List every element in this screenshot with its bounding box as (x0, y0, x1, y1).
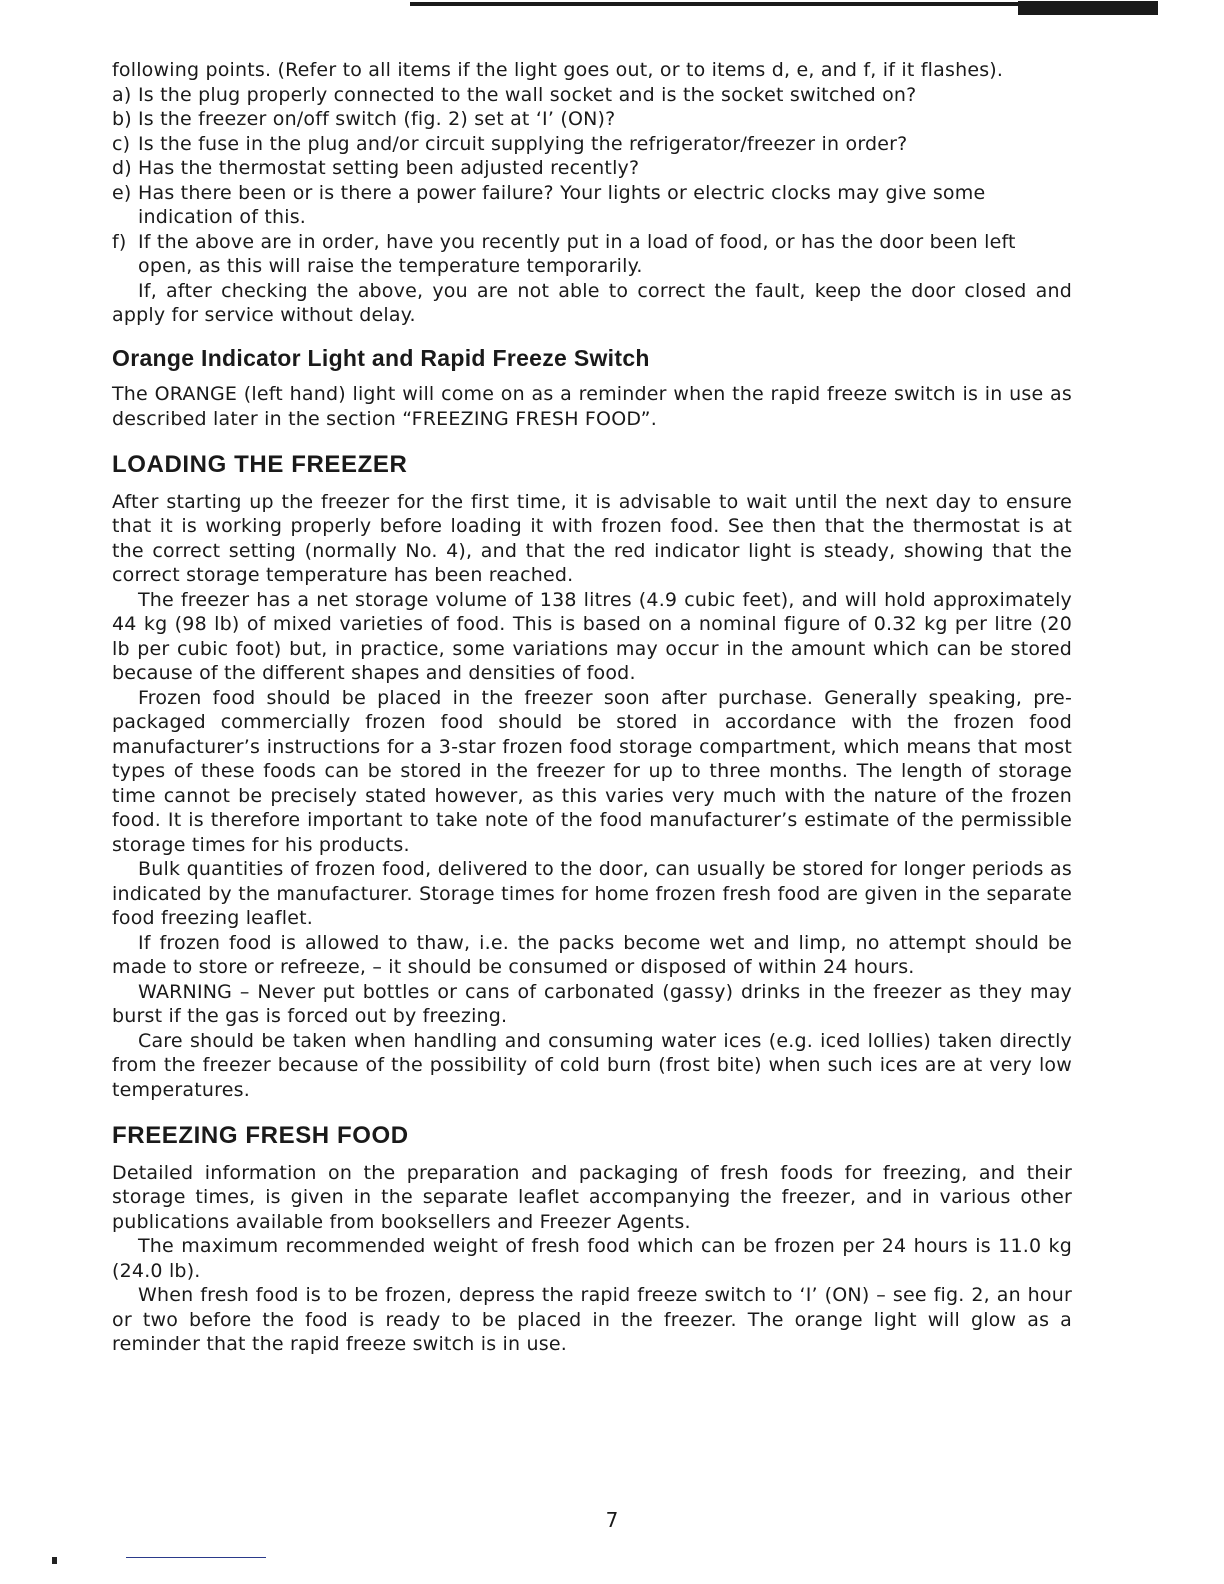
list-item (112, 181, 1072, 230)
paragraph: Bulk quantities of frozen food, delivered to the door, can usually be stored for longer periods as indicated by the manufacturer. Storage times for home frozen fresh food are given in the separate food freezing leaflet. (112, 858, 1072, 929)
top-rule (410, 2, 1158, 6)
list-item (112, 132, 1072, 157)
bottom-rule (126, 1557, 266, 1558)
list-item-label: a) (112, 83, 132, 106)
intro-text: following points. (Refer to all items if the light goes out, or to items d, e, and f, if it flashes). (112, 59, 1004, 81)
orange-indicator-heading: Orange Indicator Light and Rapid Freeze Switch (112, 344, 650, 371)
list-item (112, 156, 1072, 181)
list-item-label: e) (112, 181, 132, 204)
freezing-fresh-food-heading: FREEZING FRESH FOOD (112, 1122, 409, 1149)
paragraph: The freezer has a net storage volume of 138 litres (4.9 cubic feet), and will hold approximately 44 kg (98 lb) of mixed varieties of food. This is based on a nominal figure of 0.32 kg per litre (20 lb per cubic foot) but, in practice, some variations may occur in the amount which can be stored because of the different shapes and densities of food. (112, 588, 1072, 684)
document-page (112, 58, 1072, 1357)
paragraph: Detailed information on the preparation and packaging of fresh foods for freezing, and their storage times, is given in the separate leaflet accompanying the freezer, and in various other publications available from booksellers and Freezer Agents. (112, 1161, 1072, 1233)
list-item-text: Is the fuse in the plug and/or circuit supplying the refrigerator/freezer in order? (138, 132, 908, 155)
troubleshooting-checklist (112, 83, 1072, 328)
list-item-text: Has the thermostat setting been adjusted recently? (138, 157, 640, 179)
list-item-label: d) (112, 157, 132, 179)
warning-paragraph: WARNING – Never put bottles or cans of carbonated (gassy) drinks in the freezer as they may burst if the gas is forced out by freezing. (112, 980, 1072, 1027)
list-item-label: c) (112, 132, 131, 155)
paragraph: When fresh food is to be frozen, depress the rapid freeze switch to ‘I’ (ON) – see fig. 2, an hour or two before the food is ready to be placed in the freezer. The orange light will glow as a reminder that the rapid freeze switch is in use. (112, 1284, 1072, 1355)
list-item-text: Has there been or is there a power failure? Your lights or electric clocks may give some indication of this. (138, 181, 986, 228)
list-item (112, 107, 1072, 132)
scan-mark (52, 1557, 57, 1564)
list-item (112, 230, 1072, 279)
list-item-label: f) (112, 230, 127, 253)
list-item-text: Is the plug properly connected to the wall socket and is the socket switched on? (138, 83, 917, 106)
paragraph: If frozen food is allowed to thaw, i.e. the packs become wet and limp, no attempt should be made to store or refreeze, – it should be consumed or disposed of within 24 hours. (112, 931, 1072, 978)
paragraph: Frozen food should be placed in the freezer soon after purchase. Generally speaking, pre-packaged commercially frozen food should be stored in accordance with the frozen food manufacturer’s instructions for a 3-star frozen food storage compartment, which means that most types of these foods can be stored in the freezer for up to three months. The length of storage time cannot be precisely stated however, as this varies very much with the nature of the frozen food. It is therefore important to take note of the food manufacturer’s estimate of the permissible storage times for his products. (112, 686, 1072, 856)
paragraph: The ORANGE (left hand) light will come on as a reminder when the rapid freeze switch is in use as described later in the section “FREEZING FRESH FOOD”. (112, 383, 1072, 430)
top-rule-end (1018, 1, 1158, 15)
checklist-closing: If, after checking the above, you are not able to correct the fault, keep the door closed and apply for service without delay. (112, 279, 1072, 326)
list-item-label: b) (112, 108, 132, 130)
loading-freezer-heading: LOADING THE FREEZER (112, 451, 408, 478)
paragraph: After starting up the freezer for the first time, it is advisable to wait until the next day to ensure that it is working properly before loading it with frozen food. See then that the thermostat is at the correct setting (normally No. 4), and that the red indicator light is steady, showing that the correct storage temperature has been reached. (112, 490, 1072, 586)
paragraph: Care should be taken when handling and consuming water ices (e.g. iced lollies) taken directly from the freezer because of the possibility of cold burn (frost bite) when such ices are at very low temperatures. (112, 1029, 1072, 1101)
page-number: 7 (605, 1508, 619, 1532)
paragraph: The maximum recommended weight of fresh food which can be frozen per 24 hours is 11.0 kg (24.0 lb). (112, 1235, 1072, 1282)
list-item-text: If the above are in order, have you recently put in a load of food, or has the door been left open, as this will raise the temperature temporarily. (138, 230, 1016, 277)
list-item (112, 83, 1072, 108)
list-item-text: Is the freezer on/off switch (fig. 2) set at ‘I’ (ON)? (138, 108, 616, 130)
